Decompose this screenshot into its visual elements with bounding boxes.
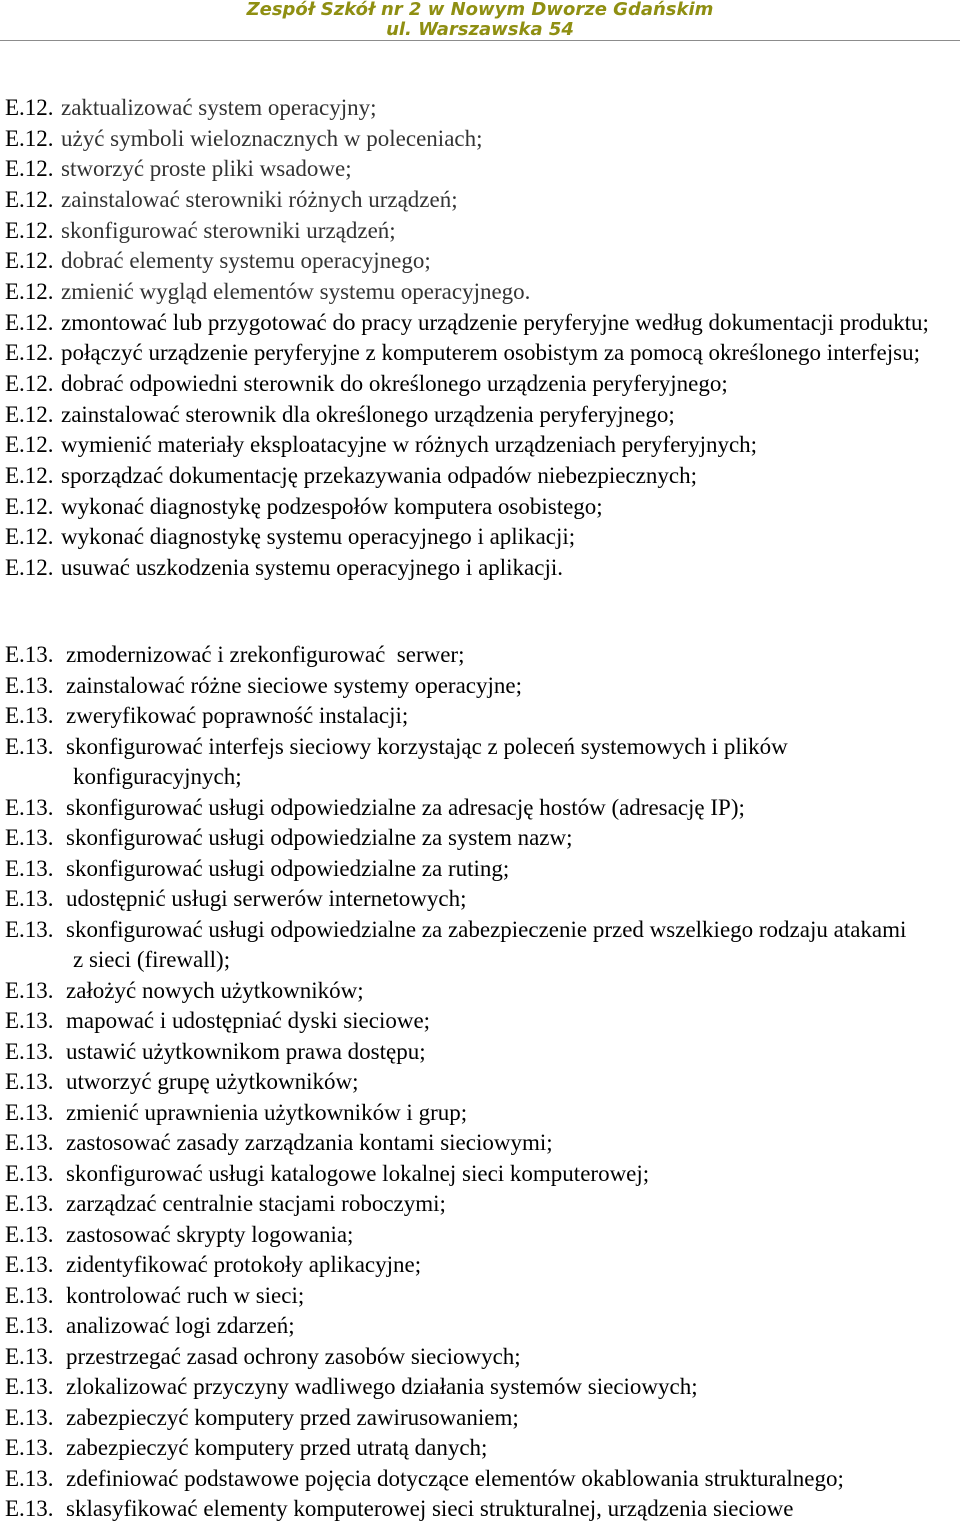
item-text: dobrać elementy systemu operacyjnego; bbox=[61, 248, 431, 274]
qualification-code: E.12. bbox=[5, 401, 54, 427]
list-item bbox=[5, 277, 929, 308]
qualification-code: E.12. bbox=[5, 248, 54, 274]
list-item bbox=[5, 492, 929, 523]
item-text: skonfigurować usługi katalogowe lokalnej sieci komputerowej; bbox=[66, 1160, 650, 1186]
qualification-code: E.13. bbox=[5, 1404, 54, 1430]
header-divider bbox=[0, 40, 960, 41]
list-item bbox=[5, 93, 929, 124]
item-text: zarządzać centralnie stacjami roboczymi; bbox=[66, 1191, 446, 1216]
qualification-code: E.13. bbox=[5, 1160, 54, 1186]
item-text: zmienić wygląd elementów systemu operacyjnego. bbox=[61, 278, 531, 304]
item-text: zainstalować różne sieciowe systemy operacyjne; bbox=[66, 672, 522, 698]
qualification-code: E.13. bbox=[5, 1465, 54, 1491]
list-item bbox=[5, 640, 906, 671]
item-text: użyć symboli wieloznacznych w poleceniach; bbox=[61, 125, 483, 151]
list-item bbox=[5, 732, 906, 793]
item-text: zainstalować sterowniki różnych urządzeń; bbox=[61, 186, 458, 212]
list-item bbox=[5, 308, 929, 339]
item-text-continuation: konfiguracyjnych; bbox=[73, 764, 242, 789]
list-item bbox=[5, 1494, 906, 1525]
item-text-continuation: z sieci (firewall); bbox=[73, 947, 231, 972]
list-item bbox=[5, 1067, 906, 1098]
qualification-code: E.13. bbox=[5, 1313, 54, 1338]
qualification-code: E.13. bbox=[5, 855, 54, 881]
item-text: sklasyfikować elementy komputerowej sieci strukturalnej, urządzenia sieciowe bbox=[66, 1496, 794, 1521]
list-item bbox=[5, 185, 929, 216]
list-item bbox=[5, 976, 906, 1007]
list-item bbox=[5, 400, 929, 431]
item-text: ustawić użytkownikom prawa dostępu; bbox=[66, 1038, 426, 1064]
list-item bbox=[5, 522, 929, 553]
qualification-code: E.12. bbox=[5, 462, 54, 488]
qualification-code: E.12. bbox=[5, 493, 54, 519]
item-text: wykonać diagnostykę systemu operacyjnego i aplikacji; bbox=[61, 524, 576, 550]
list-item bbox=[5, 671, 906, 702]
item-text: zabezpieczyć komputery przed zawirusowaniem; bbox=[66, 1404, 519, 1430]
qualification-code: E.13. bbox=[5, 1130, 54, 1155]
list-item bbox=[5, 1189, 906, 1220]
item-text: zastosować zasady zarządzania kontami sieciowymi; bbox=[66, 1130, 553, 1155]
qualification-code: E.13. bbox=[5, 1008, 54, 1033]
qualification-code: E.13. bbox=[5, 825, 54, 850]
qualification-code: E.13. bbox=[5, 916, 54, 942]
item-text: skonfigurować interfejs sieciowy korzystając z poleceń systemowych i plików bbox=[66, 733, 788, 759]
list-item bbox=[5, 1464, 906, 1495]
item-text: zainstalować sterownik dla określonego urządzenia peryferyjnego; bbox=[61, 401, 675, 427]
item-text: sporządzać dokumentację przekazywania odpadów niebezpiecznych; bbox=[61, 462, 698, 488]
list-item bbox=[5, 430, 929, 461]
item-text: mapować i udostępniać dyski sieciowe; bbox=[66, 1008, 431, 1033]
qualification-code: E.13. bbox=[5, 1221, 54, 1247]
qualification-code: E.13. bbox=[5, 672, 54, 698]
item-text: zmodernizować i zrekonfigurować serwer; bbox=[66, 642, 465, 667]
item-text: skonfigurować usługi odpowiedzialne za zabezpieczenie przed wszelkiego rodzaju atakami bbox=[66, 916, 907, 942]
list-item bbox=[5, 369, 929, 400]
item-text: usuwać uszkodzenia systemu operacyjnego i aplikacji. bbox=[61, 554, 564, 580]
item-text-block bbox=[66, 915, 906, 976]
qualification-code: E.12. bbox=[5, 370, 54, 396]
item-text: zaktualizować system operacyjny; bbox=[61, 95, 377, 120]
list-item bbox=[5, 915, 906, 976]
item-text: analizować logi zdarzeń; bbox=[66, 1313, 295, 1338]
list-item bbox=[5, 461, 929, 492]
item-text: utworzyć grupę użytkowników; bbox=[66, 1069, 359, 1094]
qualification-code: E.13. bbox=[5, 1435, 54, 1460]
qualification-code: E.12. bbox=[5, 278, 54, 304]
item-text: skonfigurować usługi odpowiedzialne za system nazw; bbox=[66, 825, 573, 850]
page-header bbox=[0, 0, 960, 40]
qualification-code: E.12. bbox=[5, 217, 54, 243]
school-name: Zespół Szkół nr 2 w Nowym Dworze Gdańskim bbox=[246, 0, 714, 20]
qualification-code: E.13. bbox=[5, 1343, 54, 1369]
list-item bbox=[5, 793, 906, 824]
qualification-code: E.13. bbox=[5, 794, 54, 820]
list-item bbox=[5, 1311, 906, 1342]
item-text: udostępnić usługi serwerów internetowych; bbox=[66, 886, 467, 911]
item-text: połączyć urządzenie peryferyjne z komputerem osobistym za pomocą określonego interfejsu; bbox=[61, 340, 920, 366]
qualification-code: E.12. bbox=[5, 186, 54, 212]
item-text: wymienić materiały eksploatacyjne w różnych urządzeniach peryferyjnych; bbox=[61, 432, 758, 458]
qualification-code: E.12. bbox=[5, 340, 54, 366]
list-item bbox=[5, 553, 929, 584]
item-text: zmontować lub przygotować do pracy urządzenie peryferyjne według dokumentacji produktu; bbox=[61, 309, 929, 335]
qualification-code: E.13. bbox=[5, 886, 54, 911]
item-text: zweryfikować poprawność instalacji; bbox=[66, 703, 409, 728]
item-text: dobrać odpowiedni sterownik do określonego urządzenia peryferyjnego; bbox=[61, 370, 728, 396]
qualification-code: E.12. bbox=[5, 95, 54, 120]
list-item bbox=[5, 1220, 906, 1251]
item-text: zabezpieczyć komputery przed utratą danych; bbox=[66, 1435, 488, 1460]
e13-outcomes-list bbox=[5, 640, 906, 1525]
qualification-code: E.12. bbox=[5, 309, 54, 335]
qualification-code: E.13. bbox=[5, 977, 54, 1003]
item-text: wykonać diagnostykę podzespołów komputera osobistego; bbox=[61, 493, 603, 519]
list-item bbox=[5, 1098, 906, 1129]
list-item bbox=[5, 823, 906, 854]
list-item bbox=[5, 854, 906, 885]
item-text: zastosować skrypty logowania; bbox=[66, 1221, 354, 1247]
item-text: zmienić uprawnienia użytkowników i grup; bbox=[66, 1099, 468, 1125]
qualification-code: E.13. bbox=[5, 1099, 54, 1125]
list-item bbox=[5, 1128, 906, 1159]
list-item bbox=[5, 1006, 906, 1037]
list-item bbox=[5, 1159, 906, 1190]
qualification-code: E.13. bbox=[5, 1282, 54, 1308]
qualification-code: E.13. bbox=[5, 1069, 54, 1094]
qualification-code: E.13. bbox=[5, 1252, 54, 1277]
item-text: skonfigurować usługi odpowiedzialne za ruting; bbox=[66, 855, 510, 881]
list-item bbox=[5, 884, 906, 915]
item-text: zdefiniować podstawowe pojęcia dotyczące elementów okablowania strukturalnego; bbox=[66, 1465, 844, 1491]
qualification-code: E.12. bbox=[5, 432, 54, 458]
school-address: ul. Warszawska 54 bbox=[386, 19, 574, 40]
list-item bbox=[5, 1403, 906, 1434]
qualification-code: E.13. bbox=[5, 703, 54, 728]
item-text: przestrzegać zasad ochrony zasobów sieciowych; bbox=[66, 1343, 521, 1369]
item-text-block bbox=[66, 732, 788, 793]
list-item bbox=[5, 338, 929, 369]
list-item bbox=[5, 216, 929, 247]
qualification-code: E.12. bbox=[5, 125, 54, 151]
qualification-code: E.13. bbox=[5, 1496, 54, 1521]
item-text: skonfigurować sterowniki urządzeń; bbox=[61, 217, 396, 243]
item-text: skonfigurować usługi odpowiedzialne za adresację hostów (adresację IP); bbox=[66, 794, 745, 820]
list-item bbox=[5, 1250, 906, 1281]
item-text: zidentyfikować protokoły aplikacyjne; bbox=[66, 1252, 422, 1277]
item-text: kontrolować ruch w sieci; bbox=[66, 1282, 305, 1308]
list-item bbox=[5, 1037, 906, 1068]
qualification-code: E.12. bbox=[5, 156, 54, 182]
qualification-code: E.12. bbox=[5, 554, 54, 580]
e12-outcomes-list bbox=[5, 93, 929, 584]
list-item bbox=[5, 1281, 906, 1312]
list-item bbox=[5, 701, 906, 732]
list-item bbox=[5, 1372, 906, 1403]
list-item bbox=[5, 154, 929, 185]
qualification-code: E.13. bbox=[5, 1038, 54, 1064]
qualification-code: E.13. bbox=[5, 1374, 54, 1399]
list-item bbox=[5, 124, 929, 155]
qualification-code: E.13. bbox=[5, 642, 54, 667]
qualification-code: E.12. bbox=[5, 524, 54, 550]
item-text: zlokalizować przyczyny wadliwego działania systemów sieciowych; bbox=[66, 1374, 698, 1399]
item-text: stworzyć proste pliki wsadowe; bbox=[61, 156, 352, 182]
qualification-code: E.13. bbox=[5, 733, 54, 759]
item-text: założyć nowych użytkowników; bbox=[66, 977, 364, 1003]
list-item bbox=[5, 1433, 906, 1464]
qualification-code: E.13. bbox=[5, 1191, 54, 1216]
list-item bbox=[5, 246, 929, 277]
list-item bbox=[5, 1342, 906, 1373]
